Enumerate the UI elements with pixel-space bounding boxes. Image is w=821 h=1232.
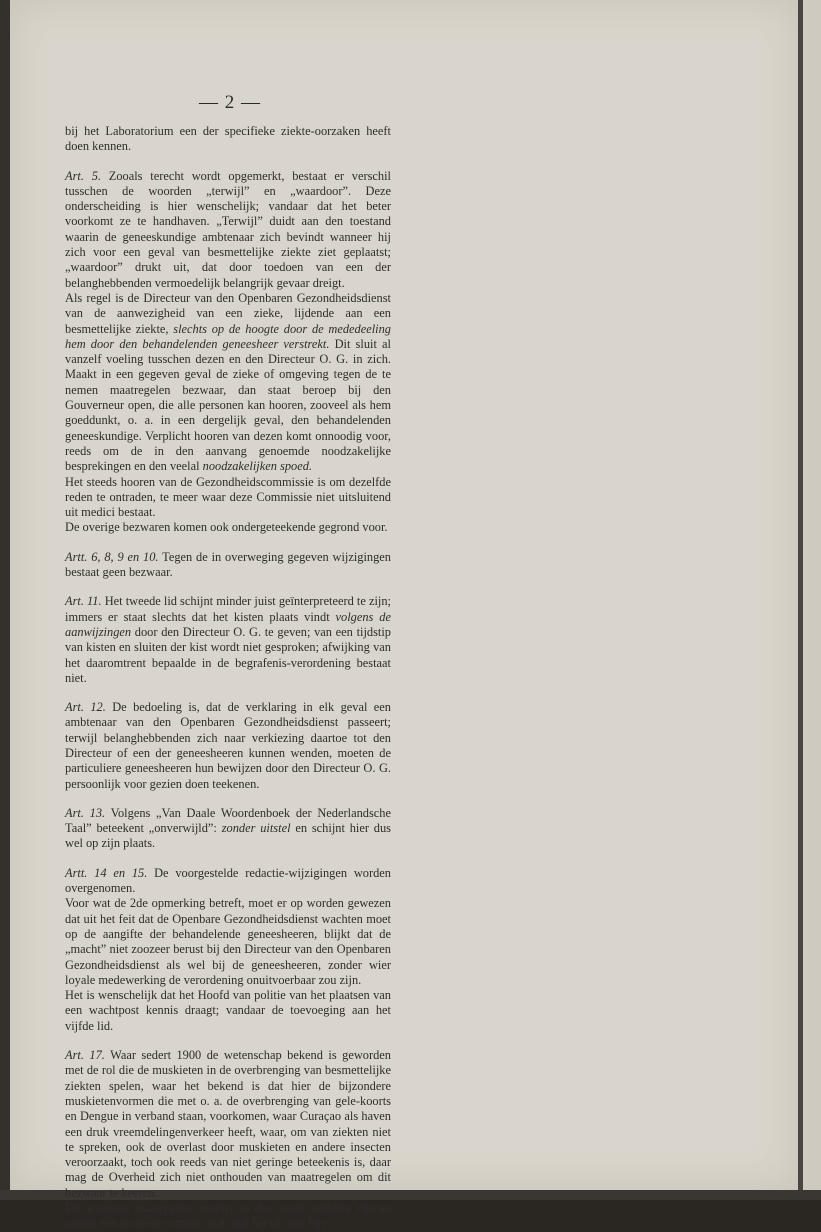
text-segment: Dit sluit al vanzelf voeling tusschen dezen en den Directeur O. G. in zich. Maakt in een gegeven geval de zieke of omgeving tegen de te nemen maatregelen bezwaar, dan staat beroep bij den Gouverneur open, die alle personen kan hooren, zooveel als hem goeddunkt, o. a. in een dergelijk geval, den behandelenden geneeskundige. Verplicht hooren van dezen komt onnoodig voor, reeds om de in den aanvang genoemde noodzakelijke besprekingen en den veelal [65, 336, 391, 474]
paragraph [65, 866, 391, 897]
text-segment: Volgens „Van Daale Woordenboek der Nederlandsche Taal” beteekent „onverwijld”: [65, 805, 391, 836]
paragraph [65, 806, 391, 852]
text-segment: Als regel is de Directeur van den Openbaren Gezondheidsdienst van de aanwezigheid van een zieke, lijdende aan een besmettelijke ziekte, [65, 290, 391, 336]
italic-text-segment: Artt. 6, 8, 9 en 10. [65, 549, 159, 564]
paragraph [65, 169, 391, 291]
paragraph-spacer [65, 580, 391, 594]
paragraph [65, 700, 391, 792]
paragraph [65, 1201, 391, 1232]
italic-text-segment: zonder uitstel [221, 821, 291, 836]
text-segment: bij het Laboratorium een der specifieke ziekte-oorzaken heeft doen kennen. [65, 124, 391, 154]
paragraph [65, 291, 391, 475]
page-number: — 2 — [199, 92, 261, 113]
italic-text-segment: volgens de aanwijzingen [65, 609, 391, 639]
text-segment: Het tweede lid schijnt minder juist geïnterpreteerd te zijn; immers er staat slechts dat het kisten plaats vindt [65, 594, 391, 624]
paragraph-spacer [65, 1034, 391, 1048]
text-segment: Het is wenschelijk dat het Hoofd van politie van het plaatsen van een wachtpost kennis draagt; vandaar de toevoeging aan het vijfde lid. [65, 988, 391, 1033]
text-segment: en schijnt hier dus wel op zijn plaats. [65, 821, 391, 851]
next-page-edge [803, 0, 821, 1200]
italic-text-segment: slechts op de hoogte door de mededeeling hem door den behandelenden geneesheer verstrekt. [65, 321, 391, 351]
paragraph-spacer [65, 792, 391, 806]
paragraph [65, 475, 391, 521]
paragraph [65, 124, 391, 155]
paragraph [65, 988, 391, 1034]
text-segment: Voor wat de 2de opmerking betreft, moet er op worden gewezen dat uit het feit dat de Openbare Gezondheidsdienst wachten moet op de aangifte der behandelende geneesheeren, blijkt dat de „macht” niet zoozeer berust bij den Directeur van den Openbaren Gezondheidsdienst als wel bij de geneesheeren, zonder wier loyale medewerking de verordening onuitvoerbaar zou zijn. [65, 896, 391, 987]
text-segment: De te nemen maatregelen moeten te dien einde volledig zijn en samen een systeem vormen; wat baat het of men bijv. [65, 1201, 391, 1231]
paragraph [65, 520, 391, 535]
text-segment: Het steeds hooren van de Gezondheidscommissie is om dezelfde reden te ontraden, te meer waar deze Commissie niet uitsluitend uit medici bestaat. [65, 474, 391, 520]
paragraph-spacer [65, 536, 391, 550]
body-text-column [65, 124, 391, 1232]
text-segment: De overige bezwaren komen ook ondergeteekende gegrond voor. [65, 520, 388, 535]
text-segment: De bedoeling is, dat de verklaring in elk geval een ambtenaar van den Openbaren Gezondheidsdienst passeert; terwijl belanghebbenden zich naar verkiezing daartoe tot den Directeur of een der geneesheeren kunnen wenden, moeten de particuliere geneesheeren hun bewijzen door den Directeur O. G. persoonlijk voor gezien doen teekenen. [65, 700, 391, 791]
text-segment: Zooals terecht wordt opgemerkt, bestaat er verschil tusschen de woorden „terwijl” en „waardoor”. Deze onderscheiding is hier wenschelijk; vandaar dat het beter voorkomt ze te handhaven. „Terwijl” duidt aan den toestand waarin de geneeskundige ambtenaar zich bevindt wanneer hij zich voor een geval van besmettelijke ziekte ziet geplaatst; „waardoor” drukt uit, dat door toedoen van een der belanghebbenden vermoedelijk belangrijk gevaar dreigt. [65, 168, 392, 290]
paragraph-spacer [65, 852, 391, 866]
italic-text-segment: Artt. 14 en 15. [65, 865, 148, 880]
italic-text-segment: Art. 17. [65, 1048, 105, 1063]
italic-text-segment: Art. 11. [65, 594, 102, 609]
italic-text-segment: Art. 5. [65, 168, 101, 183]
paragraph-spacer [65, 686, 391, 700]
italic-text-segment: Art. 13. [65, 805, 106, 820]
paragraph [65, 1048, 391, 1201]
italic-text-segment: noodzakelijken spoed. [202, 459, 313, 474]
paragraph [65, 594, 391, 686]
paragraph-spacer [65, 155, 391, 169]
text-segment: door den Directeur O. G. te geven; van een tijdstip van kisten en sluiten der kist wordt niet gesproken; afwijking van het daaromtrent bepaalde in de begrafenis-verordening bestaat niet. [65, 624, 391, 685]
text-segment: Tegen de in overweging gegeven wijzigingen bestaat geen bezwaar. [65, 549, 391, 580]
text-segment: Waar sedert 1900 de wetenschap bekend is geworden met de rol die de muskieten in de overbrenging van besmettelijke ziekten spelen, waar het bekend is dat hier de bijzondere muskietenvormen die met o. a. de overbrenging van gele-koorts en Dengue in verband staan, voorkomen, waar Curaçao als haven een druk vreemdelingenverkeer heeft, waar, om van ziekten niet te spreken, ook de overlast door muskieten en andere insecten veroorzaakt, toch ook reeds van niet geringe beteekenis is, daar mag de Overheid zich niet onthouden van maatregelen om dit bezwaar te keeren. [65, 1048, 391, 1200]
text-segment: De voorgestelde redactie-wijzigingen worden overgenomen. [65, 865, 391, 896]
italic-text-segment: Art. 12. [65, 700, 106, 715]
paragraph [65, 896, 391, 988]
paragraph [65, 550, 391, 581]
